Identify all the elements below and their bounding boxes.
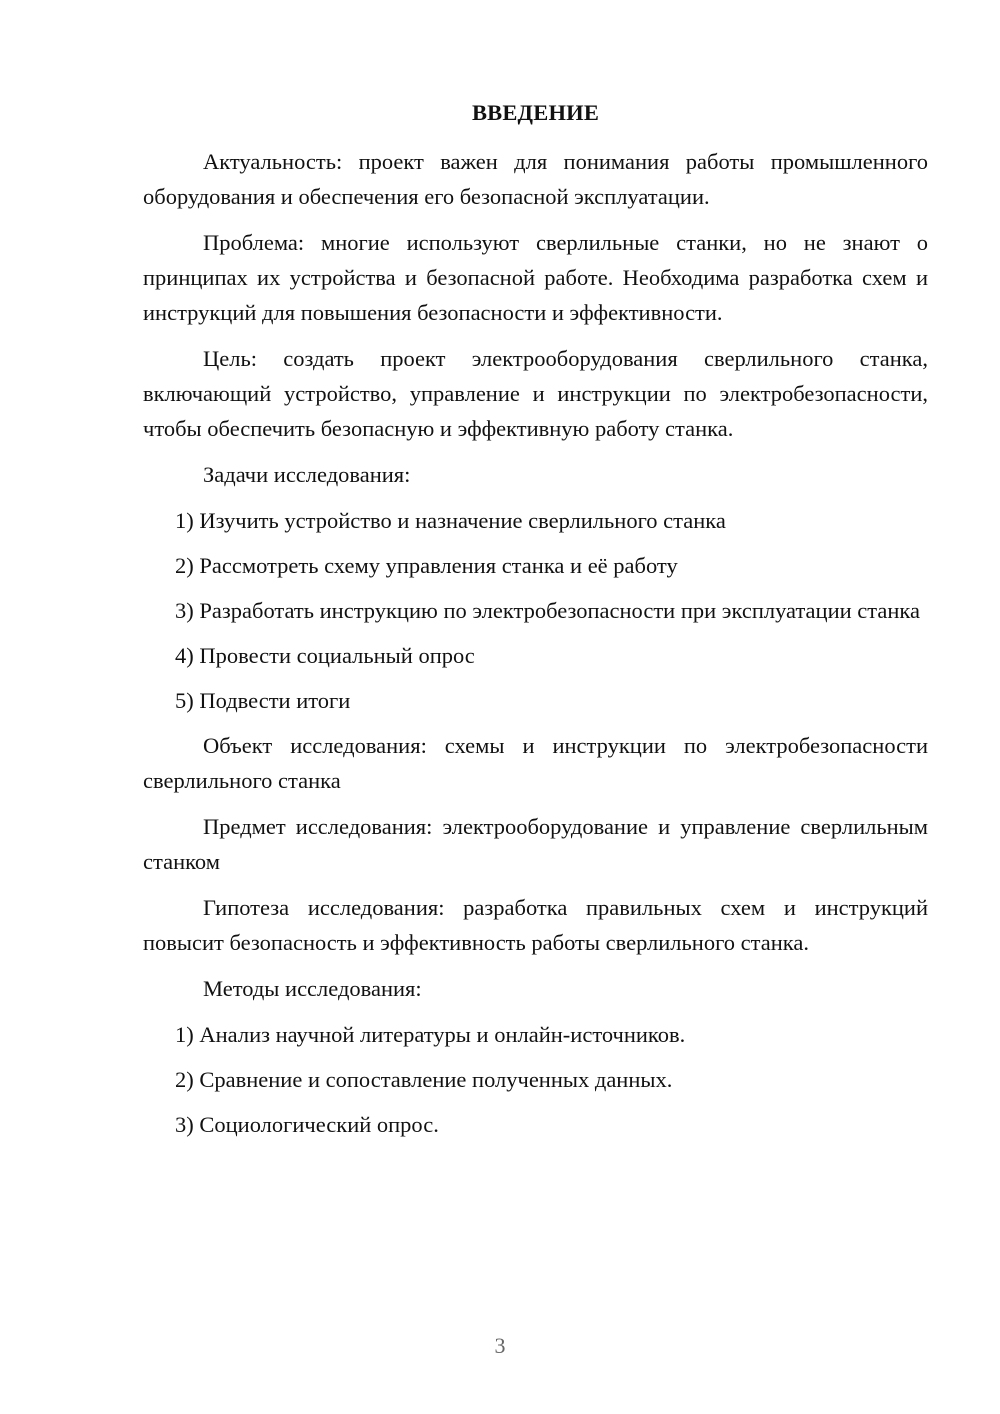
methods-heading: Методы исследования:: [203, 976, 422, 1001]
tasks-list: [143, 503, 928, 718]
page-number: 3: [494, 1333, 506, 1358]
tasks-heading: Задачи исследования:: [203, 462, 411, 487]
subject-paragraph: Предмет исследования: электрооборудование и управление сверлильным станком: [143, 814, 928, 874]
task-item: 1) Изучить устройство и назначение сверлильного станка: [175, 508, 726, 533]
method-item: 3) Социологический опрос.: [175, 1112, 439, 1137]
problem-paragraph: Проблема: многие используют сверлильные станки, но не знают о принципах их устройства и безопасной работе. Необходима разработка схем и инструкций для повышения безопасности и эффективности.: [143, 230, 928, 325]
hypothesis-paragraph: Гипотеза исследования: разработка правильных схем и инструкций повысит безопасность и эффективность работы сверлильного станка.: [143, 895, 928, 955]
task-item: 4) Провести социальный опрос: [175, 643, 475, 668]
section-title: ВВЕДЕНИЕ: [471, 100, 600, 125]
task-item: 3) Разработать инструкцию по электробезопасности при эксплуатации станка: [175, 598, 920, 623]
task-item: 5) Подвести итоги: [175, 688, 351, 713]
document-page: [143, 95, 928, 1152]
method-item: 2) Сравнение и сопоставление полученных данных.: [175, 1067, 673, 1092]
relevance-paragraph: Актуальность: проект важен для понимания работы промышленного оборудования и обеспечения его безопасной эксплуатации.: [143, 149, 928, 209]
task-item: 2) Рассмотреть схему управления станка и её работу: [175, 553, 678, 578]
object-paragraph: Объект исследования: схемы и инструкции по электробезопасности сверлильного станка: [143, 733, 928, 793]
methods-list: [143, 1017, 928, 1142]
method-item: 1) Анализ научной литературы и онлайн-источников.: [175, 1022, 686, 1047]
goal-paragraph: Цель: создать проект электрооборудования сверлильного станка, включающий устройство, управление и инструкции по электробезопасности, чтобы обеспечить безопасную и эффективную работу станка.: [143, 346, 928, 441]
